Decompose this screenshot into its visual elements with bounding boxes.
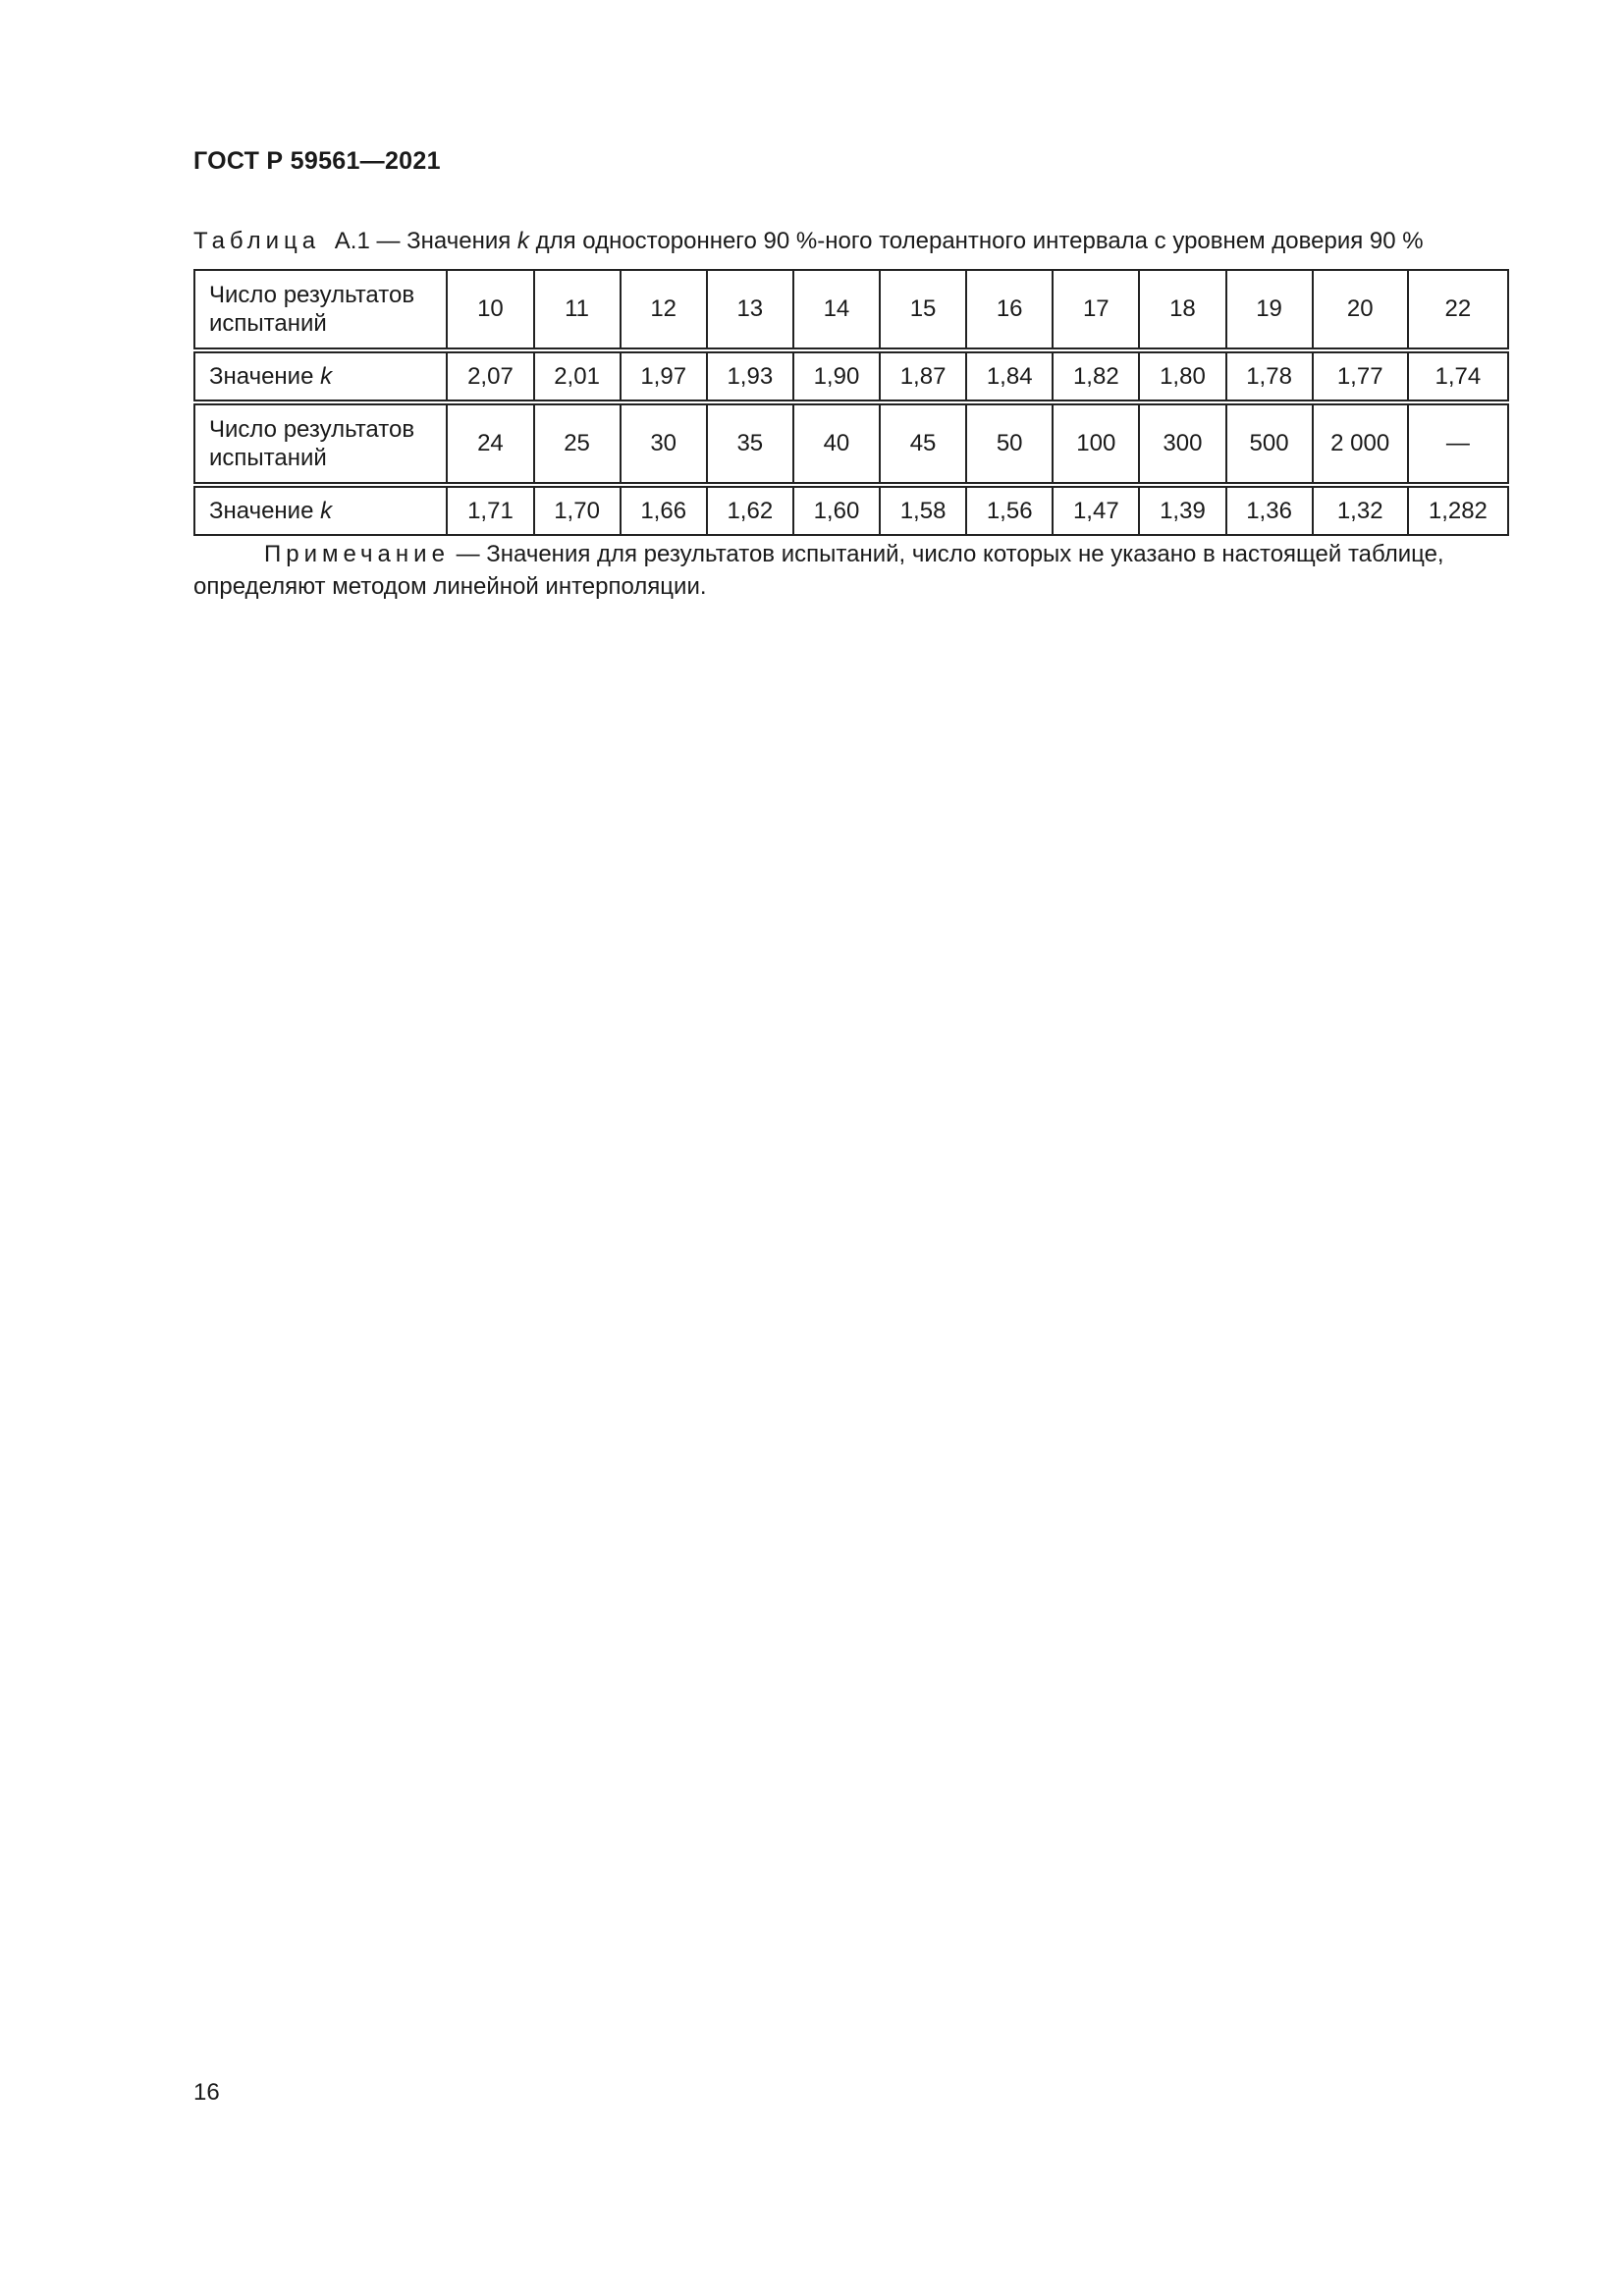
- cell-k: 1,62: [707, 485, 793, 535]
- row-label-n: Число результатов испытаний: [194, 402, 447, 485]
- cell-n: 50: [966, 402, 1053, 485]
- cell-n: 12: [621, 270, 707, 350]
- cell-n: 100: [1053, 402, 1139, 485]
- cell-n: 10: [447, 270, 533, 350]
- cell-n: 30: [621, 402, 707, 485]
- table-note: [193, 538, 1514, 603]
- cell-n: 45: [880, 402, 966, 485]
- row-label-k-text: Значение: [209, 498, 314, 524]
- row-label-k-variable: k: [320, 363, 333, 390]
- cell-k: 1,47: [1053, 485, 1139, 535]
- cell-k: 1,58: [880, 485, 966, 535]
- cell-k: 1,56: [966, 485, 1053, 535]
- cell-k: 1,66: [621, 485, 707, 535]
- caption-variable: k: [516, 228, 529, 254]
- caption-number: А.1 —: [334, 228, 401, 254]
- table-row-n: [194, 270, 1508, 350]
- cell-k: 1,74: [1408, 350, 1508, 402]
- row-label-k-variable: k: [320, 498, 333, 524]
- cell-n: 17: [1053, 270, 1139, 350]
- caption-text-before: Значения: [406, 228, 512, 254]
- page-number: 16: [193, 2079, 220, 2106]
- cell-k: 1,71: [447, 485, 533, 535]
- table-row-k: [194, 350, 1508, 402]
- row-label-n: Число результатов испытаний: [194, 270, 447, 350]
- document-header: ГОСТ Р 59561—2021: [193, 147, 441, 175]
- cell-k: 1,77: [1313, 350, 1408, 402]
- cell-n: 20: [1313, 270, 1408, 350]
- cell-k: 1,32: [1313, 485, 1408, 535]
- cell-n: 25: [534, 402, 621, 485]
- row-label-k-text: Значение: [209, 363, 314, 390]
- row-label-k: [194, 350, 447, 402]
- cell-k: 1,78: [1226, 350, 1313, 402]
- cell-n: 11: [534, 270, 621, 350]
- table-caption: [193, 228, 1424, 255]
- table-row-k: [194, 485, 1508, 535]
- cell-k: 2,07: [447, 350, 533, 402]
- note-label: Примечание: [264, 541, 450, 567]
- cell-n: 35: [707, 402, 793, 485]
- cell-n: 19: [1226, 270, 1313, 350]
- cell-k: 2,01: [534, 350, 621, 402]
- cell-n: 18: [1139, 270, 1225, 350]
- k-values-table: [193, 269, 1509, 536]
- cell-n: 16: [966, 270, 1053, 350]
- cell-n: 500: [1226, 402, 1313, 485]
- cell-n: 2 000: [1313, 402, 1408, 485]
- caption-label: Таблица: [193, 228, 321, 254]
- cell-n: 13: [707, 270, 793, 350]
- cell-n: 22: [1408, 270, 1508, 350]
- cell-n: 40: [793, 402, 880, 485]
- cell-n: 300: [1139, 402, 1225, 485]
- cell-n: 14: [793, 270, 880, 350]
- cell-n: 24: [447, 402, 533, 485]
- cell-k: 1,87: [880, 350, 966, 402]
- cell-k: 1,93: [707, 350, 793, 402]
- caption-text-after: для одностороннего 90 %-ного толерантного интервала с уровнем доверия 90 %: [535, 228, 1424, 254]
- cell-k: 1,282: [1408, 485, 1508, 535]
- table-row-n: [194, 402, 1508, 485]
- cell-k: 1,36: [1226, 485, 1313, 535]
- cell-k: 1,84: [966, 350, 1053, 402]
- cell-k: 1,70: [534, 485, 621, 535]
- k-values-table-container: [193, 269, 1509, 536]
- cell-k: 1,60: [793, 485, 880, 535]
- row-label-k: [194, 485, 447, 535]
- cell-n: —: [1408, 402, 1508, 485]
- cell-k: 1,39: [1139, 485, 1225, 535]
- cell-n: 15: [880, 270, 966, 350]
- cell-k: 1,82: [1053, 350, 1139, 402]
- cell-k: 1,90: [793, 350, 880, 402]
- cell-k: 1,97: [621, 350, 707, 402]
- cell-k: 1,80: [1139, 350, 1225, 402]
- note-text: — Значения для результатов испытаний, число которых не указано в настоящей таблице, определяют методом линейной интерполяции.: [193, 541, 1444, 600]
